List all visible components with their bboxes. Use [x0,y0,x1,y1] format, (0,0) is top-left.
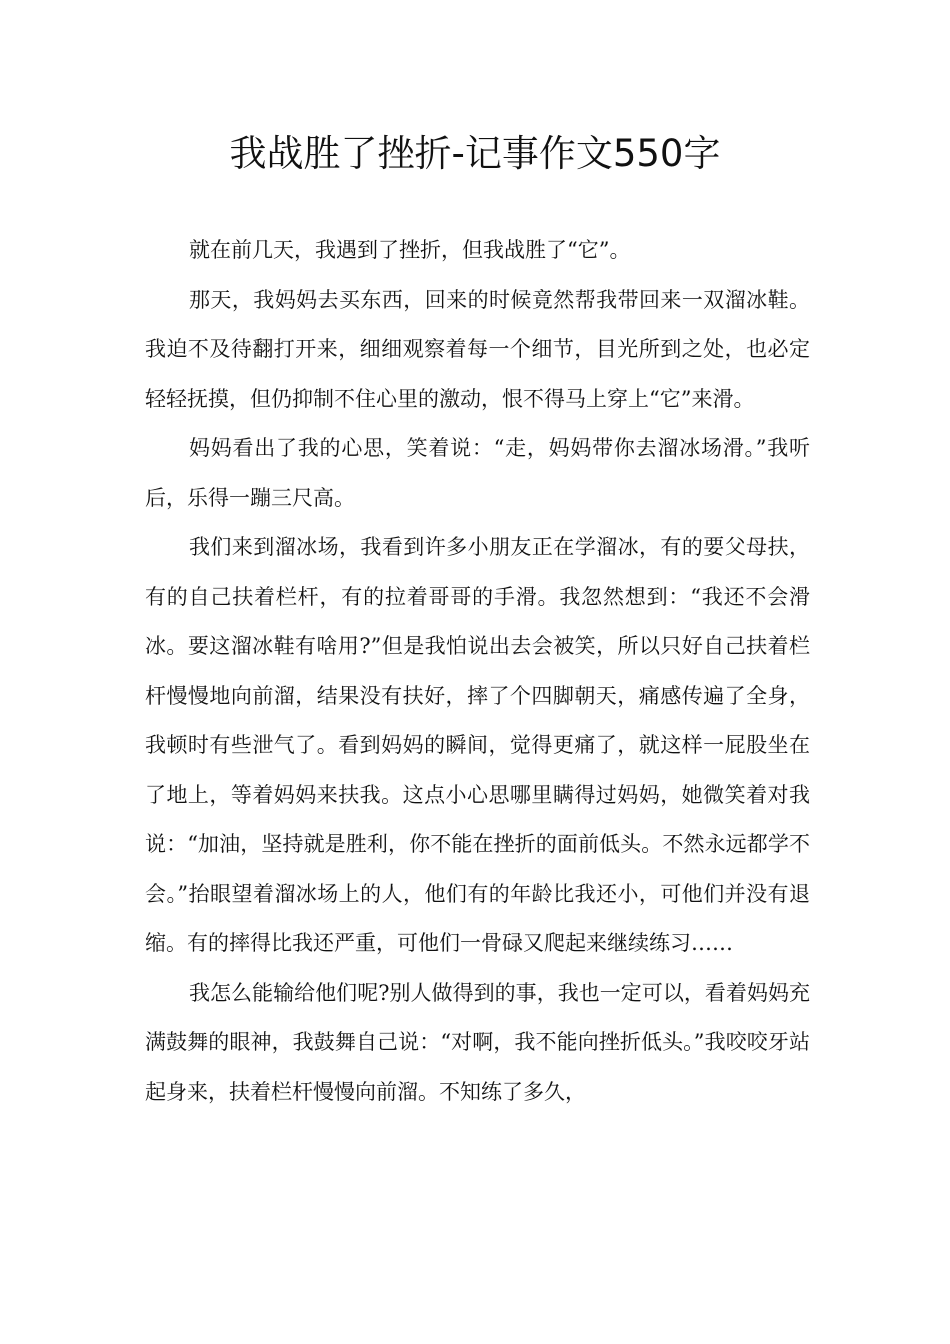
paragraph-5: 我怎么能输给他们呢?别人做得到的事，我也一定可以，看着妈妈充满鼓舞的眼神，我鼓舞自己说：“对啊，我不能向挫折低头。”我咬咬牙站起身来，扶着栏杆慢慢向前溜。不知练了多久， [145,980,810,1104]
paragraph-4: 我们来到溜冰场，我看到许多小朋友正在学溜冰，有的要父母扶，有的自己扶着栏杆，有的拉着哥哥的手滑。我忽然想到：“我还不会滑冰。要这溜冰鞋有啥用?”但是我怕说出去会被笑，所以只好自己扶着栏杆慢慢地向前溜，结果没有扶好，摔了个四脚朝天，痛感传遍了全身，我顿时有些泄气了。看到妈妈的瞬间，觉得更痛了，就这样一屁股坐在了地上，等着妈妈来扶我。这点小心思哪里瞒得过妈妈，她微笑着对我说：“加油，坚持就是胜利，你不能在挫折的面前低头。不然永远都学不会。”抬眼望着溜冰场上的人，他们有的年龄比我还小，可他们并没有退缩。有的摔得比我还严重，可他们一骨碌又爬起来继续练习…… [145,535,810,955]
paragraph-3: 妈妈看出了我的心思，笑着说：“走，妈妈带你去溜冰场滑。”我听后，乐得一蹦三尺高。 [145,436,810,510]
paragraph-2: 那天，我妈妈去买东西，回来的时候竟然帮我带回来一双溜冰鞋。我迫不及待翻打开来，细细观察着每一个细节，目光所到之处，也必定轻轻抚摸，但仍抑制不住心里的激动，恨不得马上穿上“它”来滑。 [145,287,810,411]
paragraph-1: 就在前几天，我遇到了挫折，但我战胜了“它”。 [189,238,631,262]
essay-body [145,226,810,1117]
page-title: 我战胜了挫折-记事作文550字 [229,132,721,175]
